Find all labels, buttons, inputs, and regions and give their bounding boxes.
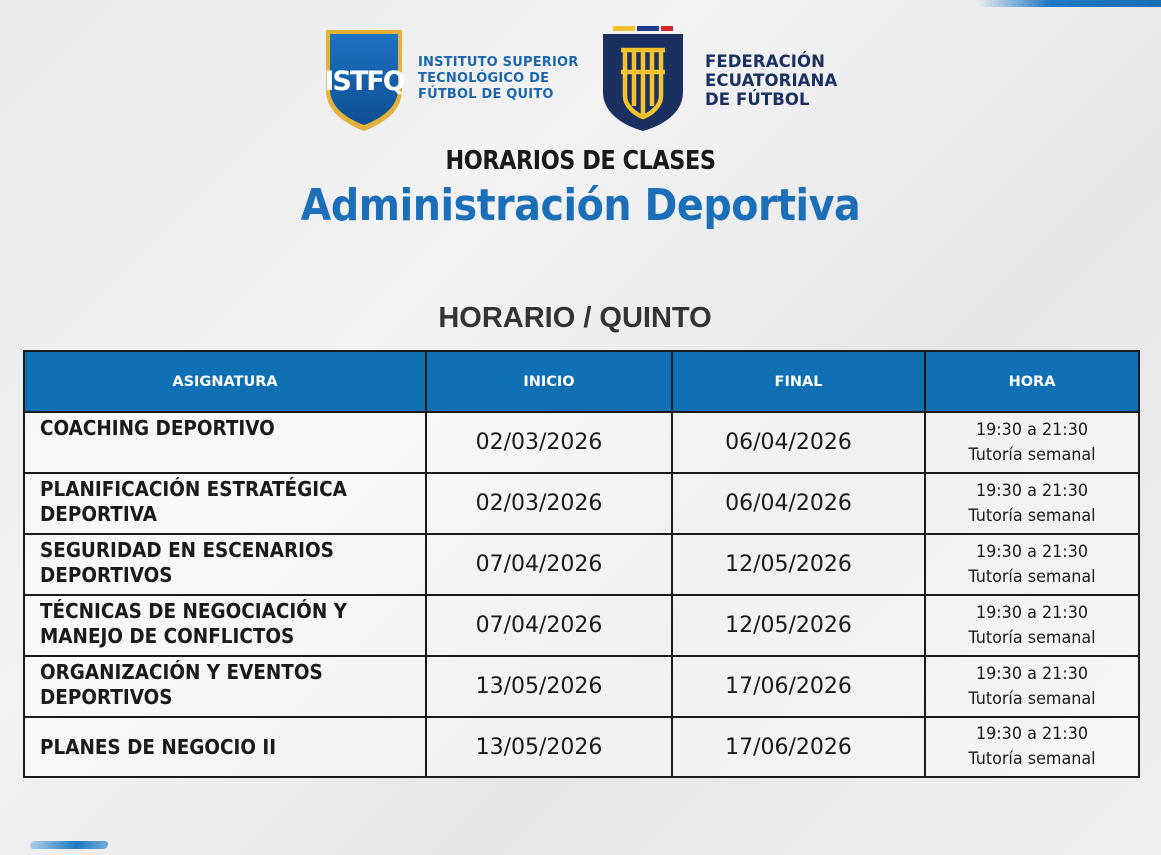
time-note: Tutoría semanal	[968, 444, 1096, 465]
subject-line: DEPORTIVOS	[40, 563, 173, 587]
subject-line: TÉCNICAS DE NEGOCIACIÓN Y	[40, 599, 347, 623]
time-note: Tutoría semanal	[968, 688, 1096, 709]
subject-line: PLANIFICACIÓN ESTRATÉGICA	[40, 477, 347, 501]
subject-line: COACHING DEPORTIVO	[40, 416, 275, 440]
table-row	[24, 412, 1139, 473]
subject-line: DEPORTIVOS	[40, 685, 173, 709]
time-cell	[925, 412, 1139, 473]
subject-cell	[24, 473, 426, 534]
time-cell	[925, 534, 1139, 595]
subject-cell	[24, 412, 426, 473]
column-header-final: FINAL	[672, 351, 925, 412]
istfq-name-line: FÚTBOL DE QUITO	[418, 87, 554, 102]
time-note: Tutoría semanal	[968, 627, 1096, 648]
column-header-hora: HORA	[925, 351, 1139, 412]
end-date-cell: 06/04/2026	[672, 412, 925, 473]
fef-name-line: ECUATORIANA	[705, 71, 838, 90]
time-range: 19:30 a 21:30	[975, 602, 1089, 623]
istfq-name-line: TECNOLÓGICO DE	[418, 71, 550, 86]
time-range: 19:30 a 21:30	[975, 419, 1089, 440]
time-note: Tutoría semanal	[968, 749, 1096, 769]
subject-line: PLANES DE NEGOCIO II	[40, 734, 277, 759]
time-note: Tutoría semanal	[968, 505, 1096, 526]
subject-cell	[24, 534, 426, 595]
schedule-subtitle: HORARIOS DE CLASES	[445, 146, 716, 176]
time-range: 19:30 a 21:30	[975, 480, 1089, 501]
subject-line: MANEJO DE CONFLICTOS	[40, 624, 295, 648]
decorative-brush-stroke-bottom	[29, 841, 109, 849]
table-row	[24, 656, 1139, 717]
end-date-cell: 12/05/2026	[672, 595, 925, 656]
program-title: Administración Deportiva	[300, 180, 861, 231]
time-range: 19:30 a 21:30	[975, 663, 1089, 684]
column-header-asignatura: ASIGNATURA	[24, 351, 426, 412]
fef-name-line: FEDERACIÓN	[705, 52, 826, 71]
subject-cell	[24, 595, 426, 656]
istfq-logo-text: ISTFQ	[324, 66, 404, 97]
table-row	[24, 595, 1139, 656]
table-row	[24, 717, 1139, 777]
end-date-cell: 17/06/2026	[672, 717, 925, 777]
start-date-cell: 07/04/2026	[426, 534, 672, 595]
time-cell	[925, 656, 1139, 717]
fef-federation-name	[705, 52, 885, 109]
time-cell	[925, 717, 1139, 777]
time-cell	[925, 595, 1139, 656]
time-note: Tutoría semanal	[968, 566, 1096, 587]
istfq-institution-name	[418, 55, 588, 103]
decorative-brush-stroke-top	[976, 0, 1161, 7]
istfq-logo	[324, 28, 404, 132]
start-date-cell: 02/03/2026	[426, 412, 672, 473]
time-range: 19:30 a 21:30	[975, 724, 1089, 744]
start-date-cell: 13/05/2026	[426, 656, 672, 717]
end-date-cell: 12/05/2026	[672, 534, 925, 595]
table-row	[24, 534, 1139, 595]
fef-name-line: DE FÚTBOL	[705, 90, 810, 109]
column-header-inicio: INICIO	[426, 351, 672, 412]
schedule-heading: HORARIO / QUINTO	[438, 302, 712, 334]
start-date-cell: 07/04/2026	[426, 595, 672, 656]
end-date-cell: 17/06/2026	[672, 656, 925, 717]
subject-cell	[24, 656, 426, 717]
subject-line: ORGANIZACIÓN Y EVENTOS	[40, 660, 323, 684]
end-date-cell: 06/04/2026	[672, 473, 925, 534]
subject-line: DEPORTIVA	[40, 502, 157, 526]
start-date-cell: 02/03/2026	[426, 473, 672, 534]
time-range: 19:30 a 21:30	[975, 541, 1089, 562]
start-date-cell: 13/05/2026	[426, 717, 672, 777]
table-row	[24, 473, 1139, 534]
subject-cell	[24, 717, 426, 777]
subject-line: SEGURIDAD EN ESCENARIOS	[40, 538, 334, 562]
schedule-table	[23, 350, 1140, 778]
table-header-row	[24, 351, 1139, 412]
time-cell	[925, 473, 1139, 534]
fef-shield-logo	[601, 26, 685, 132]
istfq-name-line: INSTITUTO SUPERIOR	[418, 55, 579, 70]
